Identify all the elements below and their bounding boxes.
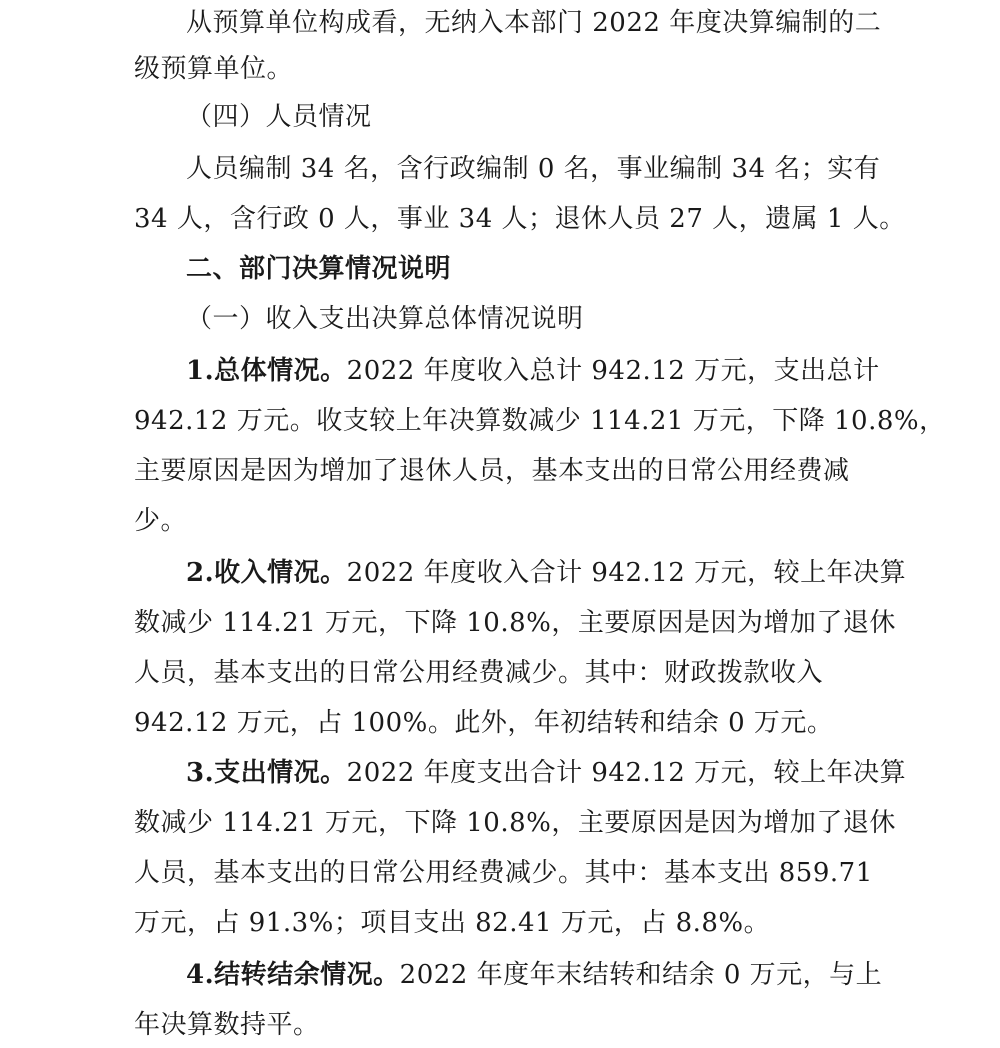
overall-label: 1.总体情况。 bbox=[186, 356, 347, 386]
paragraph-line bbox=[186, 952, 882, 998]
paragraph-line: 级预算单位。 bbox=[134, 54, 294, 84]
heading-personnel: （四）人员情况 bbox=[186, 102, 372, 132]
paragraph-line: 942.12 万元。收支较上年决算数减少 114.21 万元，下降 10.8%， bbox=[134, 406, 946, 436]
paragraph-line: 年决算数持平。 bbox=[134, 1010, 320, 1040]
income-label: 2.收入情况。 bbox=[186, 558, 347, 588]
paragraph-line: 人员，基本支出的日常公用经费减少。其中：财政拨款收入 bbox=[134, 658, 824, 688]
heading-section-2: 二、部门决算情况说明 bbox=[186, 254, 452, 284]
paragraph-line: 少。 bbox=[134, 506, 188, 536]
paragraph-line: 人员编制 34 名，含行政编制 0 名，事业编制 34 名；实有 bbox=[186, 154, 881, 184]
paragraph-line bbox=[186, 750, 906, 796]
carryover-text: 2022 年度年末结转和结余 0 万元，与上 bbox=[399, 960, 883, 990]
paragraph-line: 34 人，含行政 0 人，事业 34 人；退休人员 27 人，遗属 1 人。 bbox=[134, 204, 906, 234]
paragraph-line bbox=[186, 550, 906, 596]
paragraph-line: 942.12 万元，占 100%。此外，年初结转和结余 0 万元。 bbox=[134, 708, 834, 738]
paragraph-line: 主要原因是因为增加了退休人员，基本支出的日常公用经费减 bbox=[134, 456, 850, 486]
paragraph-line: 从预算单位构成看，无纳入本部门 2022 年度决算编制的二 bbox=[186, 8, 882, 38]
paragraph-line: 数减少 114.21 万元，下降 10.8%，主要原因是因为增加了退休 bbox=[134, 808, 896, 838]
paragraph-line bbox=[186, 348, 880, 394]
income-text: 2022 年度收入合计 942.12 万元，较上年决算 bbox=[346, 558, 907, 588]
paragraph-line: 人员，基本支出的日常公用经费减少。其中：基本支出 859.71 bbox=[134, 858, 873, 888]
overall-text: 2022 年度收入总计 942.12 万元，支出总计 bbox=[346, 356, 880, 386]
paragraph-line: 万元，占 91.3%；项目支出 82.41 万元，占 8.8%。 bbox=[134, 908, 771, 938]
carryover-label: 4.结转结余情况。 bbox=[186, 960, 400, 990]
paragraph-line: 数减少 114.21 万元，下降 10.8%，主要原因是因为增加了退休 bbox=[134, 608, 896, 638]
heading-subsection-1: （一）收入支出决算总体情况说明 bbox=[186, 304, 584, 334]
expense-label: 3.支出情况。 bbox=[186, 758, 347, 788]
expense-text: 2022 年度支出合计 942.12 万元，较上年决算 bbox=[346, 758, 907, 788]
